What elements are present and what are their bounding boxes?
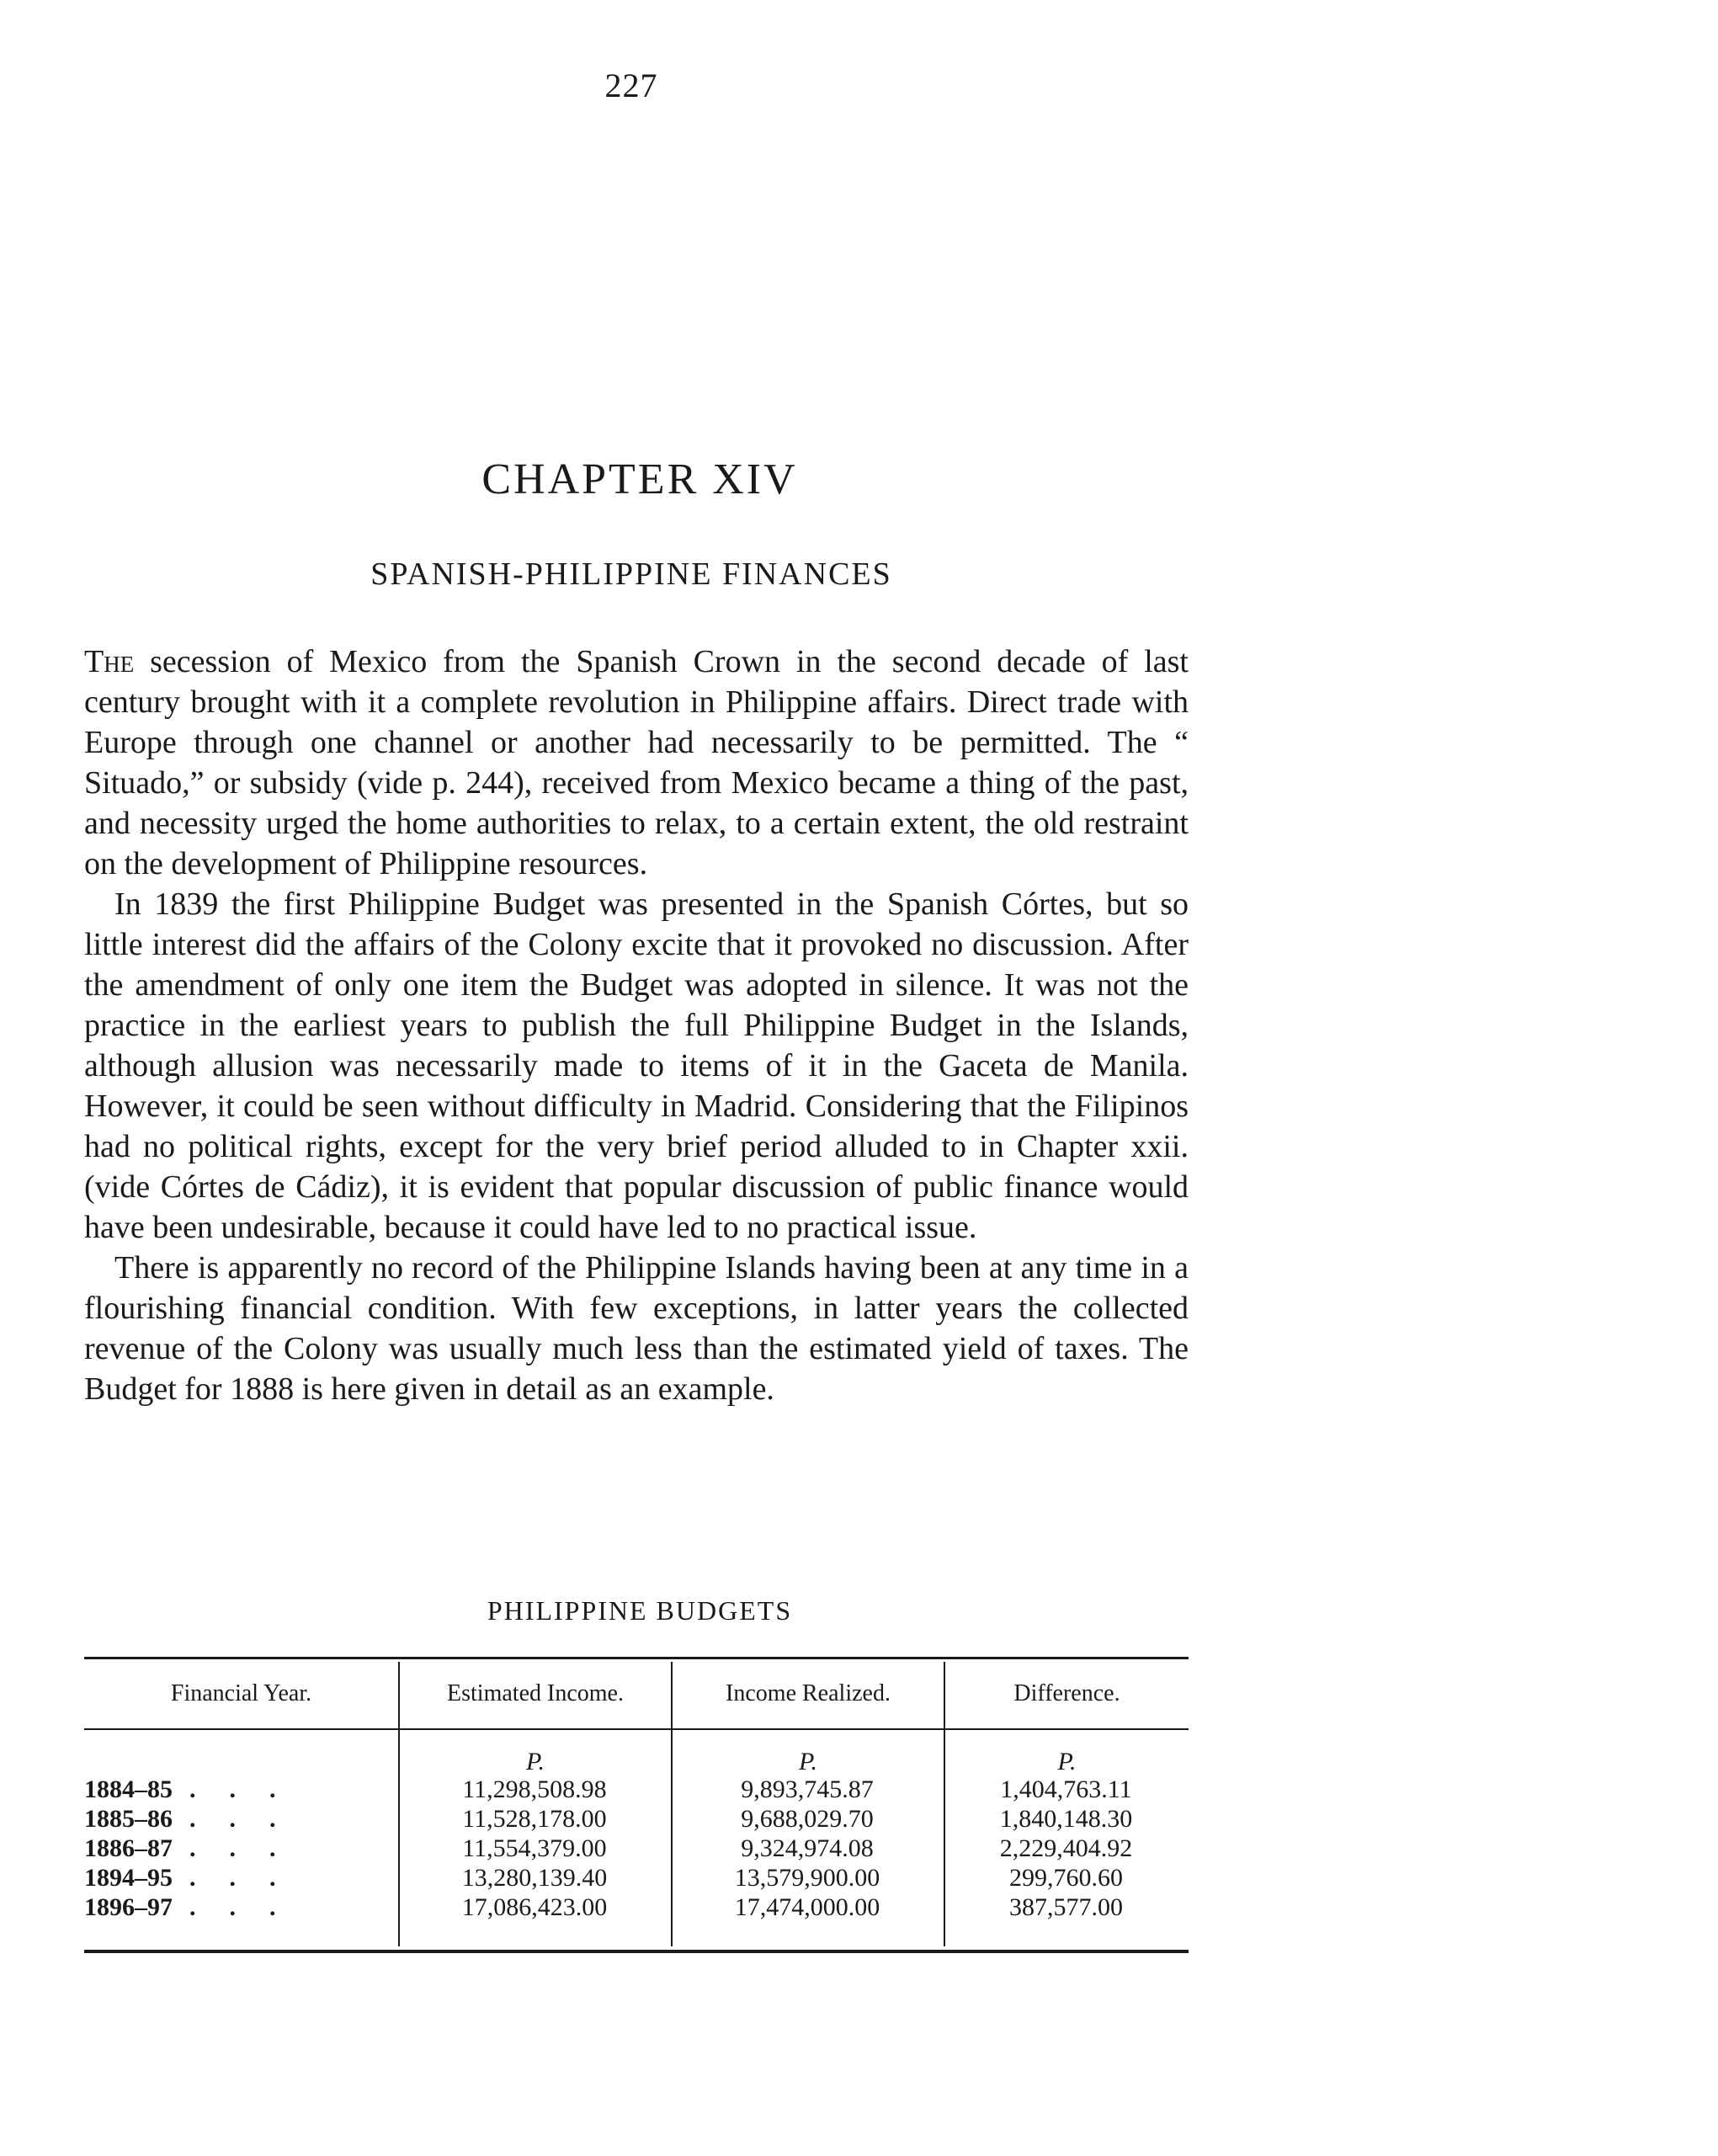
paragraph-3: There is apparently no record of the Philippine Islands having been at any time in a flourishing financial condition. With few exceptions, in latter years the collected revenue of the Colony was usually much less than the estimated yield of taxes. The Budget for 1888 is here given in detail as an example. [84,1250,1189,1407]
paragraph-1 [84,641,1189,884]
cell-realized: 13,579,900.00 [734,1863,880,1892]
chapter-heading: CHAPTER XIV [481,455,798,503]
unit-difference: P. [1057,1748,1077,1775]
dot-leader: ... [189,1834,310,1862]
cell-year: 1884–85 [84,1775,173,1803]
dot-leader: ... [189,1863,310,1892]
table-bottom-rule [84,1950,1189,1953]
budget-table [84,1657,1189,1955]
cell-estimated: 11,554,379.00 [462,1834,607,1862]
cell-estimated: 11,528,178.00 [462,1804,607,1833]
table-row [84,1775,1189,1804]
cell-estimated: 17,086,423.00 [461,1892,608,1921]
cell-estimated: 11,298,508.98 [462,1775,607,1803]
dot-leader: ... [189,1892,310,1921]
cell-year: 1886–87 [84,1834,173,1862]
header-difference: Difference. [1013,1680,1120,1706]
table-row [84,1834,1189,1863]
unit-realized: P. [799,1748,817,1775]
cell-estimated: 13,280,139.40 [461,1863,608,1892]
header-income-realized: Income Realized. [726,1680,891,1706]
cell-difference: 387,577.00 [1009,1892,1123,1921]
dot-leader: ... [189,1775,310,1803]
cell-realized: 9,688,029.70 [741,1804,874,1833]
cell-year: 1894–95 [84,1863,173,1892]
cell-realized: 9,893,745.87 [741,1775,874,1803]
table-rows [84,1775,1189,1922]
table-row [84,1804,1189,1834]
paragraph-1-text: secession of Mexico from the Spanish Crown in the second decade of last century brought with it a complete revolution in Philippine affairs. Direct trade with Europe through one channel or another had necessarily to be permitted. The “ Situado,” or subsidy (vide p. 244), received from Mexico became a thing of the past, and necessity urged the home authorities to relax, to a certain extent, the old restraint on the development of Philippine resources. [84,644,1189,881]
cell-difference: 1,840,148.30 [999,1804,1133,1833]
table-title: PHILIPPINE BUDGETS [487,1595,793,1626]
table-row [84,1863,1189,1892]
body-text [84,641,1189,1409]
paragraph-1-lead: The [84,644,135,679]
unit-estimated: P. [526,1748,545,1775]
header-financial-year: Financial Year. [170,1680,312,1706]
dot-leader: ... [189,1804,310,1833]
cell-realized: 17,474,000.00 [734,1892,880,1921]
table-row [84,1892,1189,1922]
cell-realized: 9,324,974.08 [741,1834,874,1862]
header-estimated-income: Estimated Income. [447,1680,624,1706]
paragraph-2: In 1839 the first Philippine Budget was presented in the Spanish Córtes, but so little interest did the affairs of the Colony excite that it provoked no discussion. After the amendment of only one item the Budget was adopted in silence. It was not the practice in the earliest years to publish the full Philippine Budget in the Islands, although allusion was necessarily made to items of it in the Gaceta de Manila. However, it could be seen without difficulty in Madrid. Considering that the Filipinos had no political rights, except for the very brief period alluded to in Chapter xxii. (vide Córtes de Cádiz), it is evident that popular discussion of public finance would have been undesirable, because it could have led to no practical issue. [84,886,1189,1245]
cell-difference: 299,760.60 [1009,1863,1123,1892]
cell-year: 1896–97 [84,1892,173,1921]
cell-year: 1885–86 [84,1804,173,1833]
cell-difference: 1,404,763.11 [1000,1775,1132,1803]
table-header-rule [84,1728,1189,1730]
chapter-title: SPANISH-PHILIPPINE FINANCES [370,556,892,592]
page-number: 227 [604,67,658,104]
cell-difference: 2,229,404.92 [999,1834,1133,1862]
table-top-rule [84,1657,1189,1659]
